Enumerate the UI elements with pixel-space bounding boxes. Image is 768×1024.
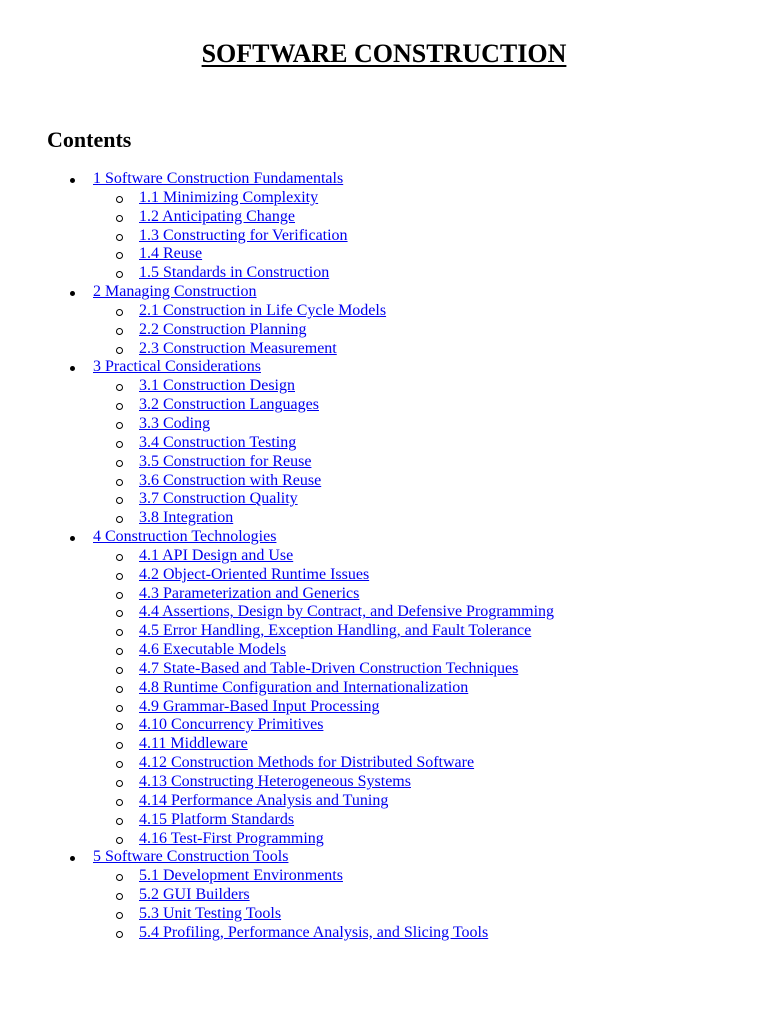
toc-section	[0, 170, 768, 283]
toc-sublist	[0, 189, 768, 283]
toc-item	[0, 735, 768, 754]
toc-item-link[interactable]: 5.3 Unit Testing Tools	[139, 904, 282, 922]
toc-item-link[interactable]: 4.11 Middleware	[139, 735, 248, 753]
toc-item-link[interactable]: 3.3 Coding	[139, 414, 211, 432]
toc-section-row	[0, 358, 768, 377]
bullet-circle-icon	[116, 837, 123, 844]
toc-item-link[interactable]: 3.1 Construction Design	[139, 377, 295, 395]
toc-item-link[interactable]: 1.1 Minimizing Complexity	[139, 188, 319, 206]
bullet-circle-icon	[116, 629, 123, 636]
bullet-disc-icon	[70, 856, 75, 861]
bullet-circle-icon	[116, 497, 123, 504]
toc-item-link[interactable]: 3.7 Construction Quality	[139, 490, 298, 508]
bullet-circle-icon	[116, 215, 123, 222]
toc-section-row	[0, 848, 768, 867]
bullet-disc-icon	[70, 178, 75, 183]
toc-item	[0, 490, 768, 509]
toc-item	[0, 434, 768, 453]
toc-item-link[interactable]: 4.7 State-Based and Table-Driven Construction Techniques	[139, 659, 519, 677]
toc-sublist	[0, 547, 768, 849]
toc-item	[0, 453, 768, 472]
toc-item-link[interactable]: 3.4 Construction Testing	[139, 433, 297, 451]
toc-item	[0, 792, 768, 811]
bullet-circle-icon	[116, 252, 123, 259]
contents-heading: Contents	[47, 127, 132, 152]
toc-item	[0, 415, 768, 434]
toc-item-link[interactable]: 1.2 Anticipating Change	[139, 207, 295, 225]
toc-item	[0, 886, 768, 905]
toc-item	[0, 509, 768, 528]
bullet-disc-icon	[70, 536, 75, 541]
toc-item-link[interactable]: 4.14 Performance Analysis and Tuning	[139, 791, 389, 809]
toc-item	[0, 924, 768, 943]
toc-item-link[interactable]: 5.4 Profiling, Performance Analysis, and Slicing Tools	[139, 923, 489, 941]
toc-section	[0, 358, 768, 528]
toc-item-link[interactable]: 2.1 Construction in Life Cycle Models	[139, 301, 387, 319]
toc-section-link[interactable]: 4 Construction Technologies	[93, 528, 277, 546]
bullet-circle-icon	[116, 479, 123, 486]
bullet-circle-icon	[116, 384, 123, 391]
toc-section-row	[0, 170, 768, 189]
toc-item-link[interactable]: 3.5 Construction for Reuse	[139, 452, 312, 470]
bullet-circle-icon	[116, 686, 123, 693]
toc-item-link[interactable]: 4.1 API Design and Use	[139, 546, 294, 564]
toc-item-link[interactable]: 3.6 Construction with Reuse	[139, 471, 322, 489]
bullet-circle-icon	[116, 705, 123, 712]
toc-item	[0, 905, 768, 924]
toc-section-link[interactable]: 3 Practical Considerations	[93, 358, 261, 376]
toc-item	[0, 585, 768, 604]
toc-sublist	[0, 377, 768, 528]
bullet-circle-icon	[116, 761, 123, 768]
bullet-circle-icon	[116, 667, 123, 674]
bullet-circle-icon	[116, 893, 123, 900]
toc-item	[0, 264, 768, 283]
toc-item	[0, 660, 768, 679]
toc-item-link[interactable]: 3.2 Construction Languages	[139, 396, 319, 414]
toc-item-link[interactable]: 2.3 Construction Measurement	[139, 339, 337, 357]
toc-item	[0, 867, 768, 886]
bullet-circle-icon	[116, 422, 123, 429]
toc-item-link[interactable]: 4.2 Object-Oriented Runtime Issues	[139, 565, 370, 583]
bullet-circle-icon	[116, 592, 123, 599]
bullet-circle-icon	[116, 554, 123, 561]
toc-item	[0, 227, 768, 246]
bullet-circle-icon	[116, 799, 123, 806]
toc-sublist	[0, 867, 768, 942]
toc-section	[0, 528, 768, 848]
bullet-circle-icon	[116, 818, 123, 825]
toc-section-link[interactable]: 1 Software Construction Fundamentals	[93, 170, 344, 187]
toc-item-link[interactable]: 4.15 Platform Standards	[139, 810, 295, 828]
bullet-circle-icon	[116, 516, 123, 523]
bullet-circle-icon	[116, 328, 123, 335]
toc-section	[0, 283, 768, 358]
bullet-circle-icon	[116, 723, 123, 730]
toc-item-link[interactable]: 4.6 Executable Models	[139, 641, 287, 659]
toc-item-link[interactable]: 3.8 Integration	[139, 509, 234, 527]
bullet-circle-icon	[116, 874, 123, 881]
toc-item	[0, 566, 768, 585]
bullet-disc-icon	[70, 291, 75, 296]
toc-item-link[interactable]: 4.8 Runtime Configuration and Internationalization	[139, 678, 469, 696]
bullet-disc-icon	[70, 366, 75, 371]
toc-item-link[interactable]: 2.2 Construction Planning	[139, 320, 307, 338]
toc-item-link[interactable]: 1.3 Constructing for Verification	[139, 226, 348, 244]
toc-item-link[interactable]: 4.3 Parameterization and Generics	[139, 584, 360, 602]
toc-item	[0, 472, 768, 491]
bullet-circle-icon	[116, 309, 123, 316]
toc-section-row	[0, 283, 768, 302]
toc-item-link[interactable]: 4.13 Constructing Heterogeneous Systems	[139, 773, 411, 790]
toc-section-link[interactable]: 5 Software Construction Tools	[93, 848, 289, 866]
bullet-circle-icon	[116, 271, 123, 278]
toc-item	[0, 603, 768, 622]
bullet-circle-icon	[116, 347, 123, 354]
toc-item	[0, 830, 768, 849]
toc-sublist	[0, 302, 768, 359]
toc-item-link[interactable]: 1.4 Reuse	[139, 245, 203, 263]
toc-item-link[interactable]: 4.9 Grammar-Based Input Processing	[139, 697, 380, 715]
toc-item	[0, 754, 768, 773]
toc-item	[0, 811, 768, 830]
toc-item-link[interactable]: 4.10 Concurrency Primitives	[139, 716, 324, 734]
toc-item-link[interactable]: 4.12 Construction Methods for Distributed Software	[139, 754, 475, 772]
table-of-contents	[0, 170, 768, 943]
toc-item	[0, 716, 768, 735]
bullet-circle-icon	[116, 931, 123, 938]
bullet-circle-icon	[116, 403, 123, 410]
toc-item	[0, 377, 768, 396]
toc-item	[0, 396, 768, 415]
toc-section-link[interactable]: 2 Managing Construction	[93, 283, 257, 301]
bullet-circle-icon	[116, 648, 123, 655]
page-title: SOFTWARE CONSTRUCTION	[201, 39, 567, 68]
bullet-circle-icon	[116, 460, 123, 467]
toc-item	[0, 208, 768, 227]
toc-item-link[interactable]: 4.16 Test-First Programming	[139, 829, 324, 847]
toc-item-link[interactable]: 4.4 Assertions, Design by Contract, and Defensive Programming	[139, 603, 555, 621]
toc-item	[0, 641, 768, 660]
toc-item	[0, 245, 768, 264]
bullet-circle-icon	[116, 610, 123, 617]
bullet-circle-icon	[116, 912, 123, 919]
toc-item-link[interactable]: 1.5 Standards in Construction	[139, 264, 330, 282]
bullet-circle-icon	[116, 742, 123, 749]
toc-item-link[interactable]: 4.5 Error Handling, Exception Handling, and Fault Tolerance	[139, 622, 532, 640]
bullet-circle-icon	[116, 780, 123, 787]
bullet-circle-icon	[116, 196, 123, 203]
toc-item	[0, 547, 768, 566]
toc-item	[0, 773, 768, 792]
toc-item	[0, 698, 768, 717]
toc-item	[0, 340, 768, 359]
toc-section	[0, 848, 768, 942]
toc-item	[0, 302, 768, 321]
bullet-circle-icon	[116, 441, 123, 448]
toc-section-row	[0, 528, 768, 547]
toc-item	[0, 622, 768, 641]
bullet-circle-icon	[116, 234, 123, 241]
toc-item-link[interactable]: 5.2 GUI Builders	[139, 886, 250, 904]
bullet-circle-icon	[116, 573, 123, 580]
toc-item	[0, 189, 768, 208]
toc-item	[0, 321, 768, 340]
toc-item	[0, 679, 768, 698]
toc-item-link[interactable]: 5.1 Development Environments	[139, 867, 343, 885]
